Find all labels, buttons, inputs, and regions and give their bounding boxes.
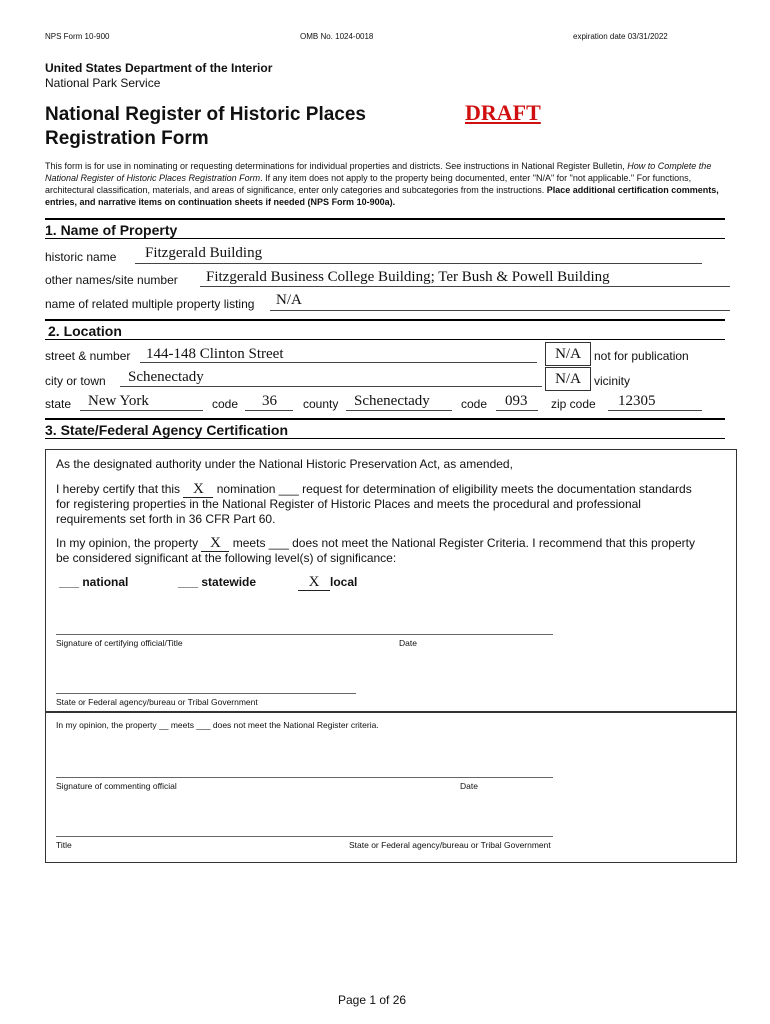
intro-paragraph (45, 160, 730, 208)
nomination-mark[interactable]: X (192, 481, 204, 497)
intro-bold-note: Place additional certification comments, entries, and narrative items on continuation sheets if needed (NPS Form 10-900a). (45, 185, 719, 207)
historic-name-line (135, 263, 702, 264)
local-mark: X (308, 574, 320, 590)
not-for-publication-label: not for publication (594, 349, 689, 363)
vicinity-label: vicinity (594, 374, 631, 388)
county-code-field[interactable]: 093 (505, 393, 528, 409)
not-for-publication-box[interactable]: N/A (545, 342, 591, 366)
certify-line-1 (56, 482, 692, 498)
certify-text-b: nomination ___ request for determination of eligibility meets the documentation standards (216, 482, 692, 496)
section1-top-rule (45, 218, 725, 220)
section3-bottom-rule (45, 438, 725, 439)
county-code-label: code (461, 397, 488, 411)
section2-top-rule (45, 319, 725, 321)
commenting-signature-line (56, 777, 553, 778)
opinion-text-b: meets ___ does not meet the National Register Criteria. I recommend that this property (232, 536, 695, 550)
title-label: Title (56, 840, 72, 850)
signature-label: Signature of certifying official/Title (56, 638, 183, 648)
historic-name-field[interactable]: Fitzgerald Building (145, 245, 263, 261)
signature-line (56, 634, 553, 635)
service: National Park Service (45, 76, 161, 90)
section2-bottom-rule (45, 339, 725, 340)
state-label: state (45, 397, 72, 411)
county-code-line (496, 410, 538, 411)
multiple-listing-line (270, 310, 730, 311)
other-names-line (200, 286, 730, 287)
section3-heading: 3. State/Federal Agency Certification (45, 422, 288, 438)
section1-heading: 1. Name of Property (45, 222, 178, 238)
opinion-text-a: In my opinion, the property (56, 536, 199, 550)
nomination-check (183, 482, 213, 498)
city-line (120, 386, 542, 387)
section1-bottom-rule (45, 238, 725, 239)
meets-check (201, 536, 229, 552)
expiration-date: expiration date 03/31/2022 (573, 32, 668, 41)
county-line (346, 410, 452, 411)
page-title-line2: Registration Form (45, 128, 209, 149)
city-field[interactable]: Schenectady (128, 369, 204, 385)
zip-label: zip code (551, 397, 596, 411)
multiple-listing-field[interactable]: N/A (276, 292, 302, 308)
certify-text-a: I hereby certify that this (56, 482, 181, 496)
form-number: NPS Form 10-900 (45, 32, 110, 41)
multiple-listing-label: name of related multiple property listing (45, 297, 255, 311)
agency-line (56, 693, 356, 694)
commenting-agency-label: State or Federal agency/bureau or Tribal Government (349, 840, 551, 850)
certify-line-3: requirements set forth in 36 CFR Part 60. (56, 512, 276, 526)
city-label: city or town (45, 374, 106, 388)
title-line (56, 836, 553, 837)
agency-label: State or Federal agency/bureau or Tribal Government (56, 697, 258, 707)
section3-top-rule (45, 418, 725, 420)
level-national[interactable]: ___ national (59, 575, 129, 589)
zip-line (608, 410, 702, 411)
state-line (80, 410, 203, 411)
historic-name-label: historic name (45, 250, 117, 264)
county-label: county (303, 397, 339, 411)
other-names-label: other names/site number (45, 273, 178, 287)
zip-field[interactable]: 12305 (618, 393, 656, 409)
street-label: street & number (45, 349, 131, 363)
state-field[interactable]: New York (88, 393, 149, 409)
local-label: local (330, 575, 358, 589)
intro-text-2: . If any item does not apply to the property being documented, enter "N/A" for "not applicable." For functions, architectural classification, materials, and areas of significance, enter only categories and subcategories from the instructions. (45, 173, 692, 195)
local-check (298, 575, 330, 591)
draft-stamp: DRAFT (465, 100, 541, 125)
intro-text-1: This form is for use in nominating or requesting determinations for individual properties and districts. See instructions in National Register Bulletin, (45, 161, 628, 171)
opinion-line-1 (56, 536, 695, 552)
state-code-field[interactable]: 36 (262, 393, 277, 409)
state-code-label: code (212, 397, 239, 411)
county-field[interactable]: Schenectady (354, 393, 430, 409)
page-title-line1: National Register of Historic Places (45, 104, 366, 125)
level-local[interactable] (298, 575, 357, 591)
commenting-opinion-text: In my opinion, the property __ meets ___ does not meet the National Register criteria. (56, 720, 379, 730)
intro-bulletin-title: How to Complete the National Register of Historic Places Registration Form (45, 161, 712, 183)
street-field[interactable]: 144-148 Clinton Street (146, 346, 284, 362)
section2-heading: 2. Location (48, 323, 122, 339)
opinion-line-2: be considered significant at the following level(s) of significance: (56, 551, 397, 565)
certify-line-2: for registering properties in the National Register of Historic Places and meets the procedural and professional (56, 497, 641, 511)
department: United States Department of the Interior (45, 61, 273, 75)
street-line (140, 362, 537, 363)
commenting-signature-label: Signature of commenting official (56, 781, 177, 791)
level-statewide[interactable]: ___ statewide (178, 575, 257, 589)
other-names-field[interactable]: Fitzgerald Business College Building; Ter Bush & Powell Building (206, 269, 610, 285)
meets-mark[interactable]: X (210, 535, 221, 551)
date-label: Date (399, 638, 417, 648)
commenting-date-label: Date (460, 781, 478, 791)
state-code-line (245, 410, 293, 411)
vicinity-box[interactable]: N/A (545, 367, 591, 391)
page-number: Page 1 of 26 (338, 993, 407, 1007)
designated-authority-text: As the designated authority under the National Historic Preservation Act, as amended, (56, 457, 513, 471)
omb-number: OMB No. 1024-0018 (300, 32, 374, 41)
